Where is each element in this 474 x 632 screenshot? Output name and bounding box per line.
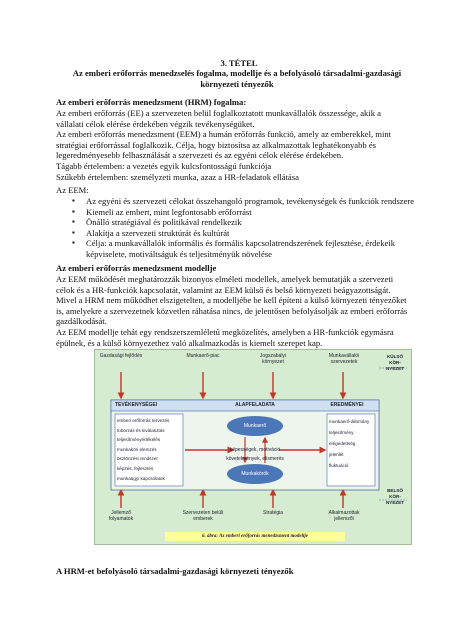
list-item: ▪ Célja: a munkavállalók informális és formális kapcsolatrendszerének fejlesztése, érdekeik képviselete, motiváltságuk és teljesítményük növelése [56, 238, 426, 259]
activities-list [117, 416, 181, 483]
header-basic-task: ALAPFELADATA [235, 402, 275, 408]
top-box-employee-organizations: Munkavállalói szervezetek [328, 353, 360, 365]
list-item: teljesítmény [329, 430, 354, 435]
header-activities: TEVÉKENYSÉGEI [115, 402, 158, 408]
eem-bullet-list [56, 196, 426, 260]
results-list [329, 416, 373, 471]
center-requirements-recognition: követelmények, elismerés [226, 456, 284, 462]
list-item: munkaerő-állomány [329, 419, 370, 424]
top-box-labor-market: Munkaerő-piac [186, 353, 220, 359]
document-title [40, 68, 434, 89]
paragraph-line: vállalati célok elérése érdekében végzik tevékenységüket. [56, 118, 255, 129]
section-hrm-definition-title: Az emberi erőforrás menedzsment (HRM) fogalma: [56, 97, 247, 107]
bottom-box-employee-characteristics: Alkalmazottak jellemzői [328, 510, 360, 522]
paragraph-line: stratégiai erőforrással foglalkozik. Célja, hogy biztosítsa az alkalmazottak leghatékonyabb és [56, 139, 377, 150]
list-item: toborzás és kiválasztás [117, 427, 165, 433]
list-item: emberi erőforrás tervezés [117, 418, 170, 423]
figure-caption: 6. ábra: Az emberi erőforrás menedzsment modellje [165, 532, 345, 541]
list-item: munkaköri elemzés [117, 446, 157, 452]
chapter-number: 3. TÉTEL [220, 58, 258, 68]
list-item: ösztönzési rendszer [117, 456, 158, 462]
paragraph-line: Az EEM működését meghatározzák bizonyos elméleti modellek, amelyek bemutatják a szervezeti [56, 274, 394, 284]
paragraph-line: épülnek, és a külső környezethez való alkalmazkodás is kiemelt szerepet kap. [56, 337, 323, 348]
center-abilities-motivation: képességek, motiváció [229, 447, 281, 453]
list-item: fluktuáció [329, 463, 349, 468]
internal-environment-label: BELSŐ KÖR-NYEZET [385, 488, 405, 505]
section-environment-title: A HRM-et befolyásoló társadalmi-gazdasági környezeti tényezők [56, 566, 294, 576]
top-box-economic-development: Gazdasági fejlődés [99, 353, 143, 359]
paragraph-line: Az emberi erőforrás (EE) a szervezeten belül foglalkoztatott munkavállalók összessége, akik a [56, 108, 381, 118]
paragraph-line: legeredményesebb felhasználását a szervezeti és az egyéni célok elérése érdekében. [56, 150, 344, 161]
paragraph-line: gazdálkodását. [56, 316, 107, 327]
list-item: teljesítményértékelés [117, 437, 161, 443]
list-item: munkaügyi kapcsolatok [117, 475, 165, 481]
paragraph-line: is, amelyekre a szervezetnek közvetlen ráhatása nincs, de jelentősen befolyásolják az emberi erőforrás [56, 305, 408, 316]
header-results: EREDMÉNYEI [330, 402, 364, 408]
bottom-box-typical-processes: Jellemző folyamatok [108, 510, 134, 522]
list-item: ▪ Az egyéni és szervezeti célokat összehangoló programok, tevékenységek és funkciók rendszere [56, 196, 426, 207]
external-environment-label: KÜLSŐ KÖR-NYEZET [385, 354, 405, 371]
top-box-legal-environment: Jogszabályi környezet [259, 353, 287, 365]
title-line-1: Az emberi erőforrás menedzselés fogalma, modellje és a befolyásoló társadalmi-gazdasági [72, 68, 402, 78]
oval-labor-force: Munkaerő [243, 423, 267, 429]
paragraph-line: Tágabb értelemben: a vezetés egyik kulcsfontosságú funkciója [56, 160, 272, 171]
bottom-box-internal-people: Szervezeten belüli emberek [182, 510, 224, 522]
list-item: képzés, fejlesztés [117, 465, 154, 471]
list-item: elégedettség [329, 441, 356, 446]
list-item: jelenlét [329, 452, 344, 457]
list-item: ▪ Kiemeli az embert, mint legfontosabb erőforrást [56, 207, 426, 218]
paragraph-line: Szűkebb értelemben: személyzeti munka, azaz a HR-feladatok ellátása [56, 171, 299, 182]
list-item: ▪ Önálló stratégiával és politikával rendelkezik [56, 217, 426, 228]
section-hrm-definition-body [56, 108, 426, 182]
bottom-box-strategy: Stratégia [262, 510, 283, 516]
section-model-body [56, 274, 428, 348]
list-item: ▪ Alakítja a szervezeti struktúrát és kultúrát [56, 228, 426, 239]
paragraph-line: Az EEM modellje tehát egy rendszerszemléletű megközelítés, amelyben a HR-funkciók egymásra [56, 326, 394, 337]
paragraph-line: célok és a HR-funkciók kapcsolatát, valamint az EEM külső és belső környezeti beágyazottságát. [56, 284, 391, 295]
paragraph-line: Mivel a HRM nem működhet elszigetelten, a modelljébe be kell építeni a külső környezeti tényezőket [56, 295, 407, 306]
title-line-2: környezeti tényezők [200, 78, 274, 89]
hrm-model-diagram [94, 349, 412, 545]
eem-intro: Az EEM: [56, 185, 89, 195]
section-model-title: Az emberi erőforrás menedzsment modellje [56, 263, 217, 273]
oval-jobs: Munkakörök [241, 471, 269, 477]
paragraph-line: Az emberi erőforrás menedzsment (EEM) a humán erőforrás funkció, amely az emberekkel, mint [56, 129, 392, 140]
